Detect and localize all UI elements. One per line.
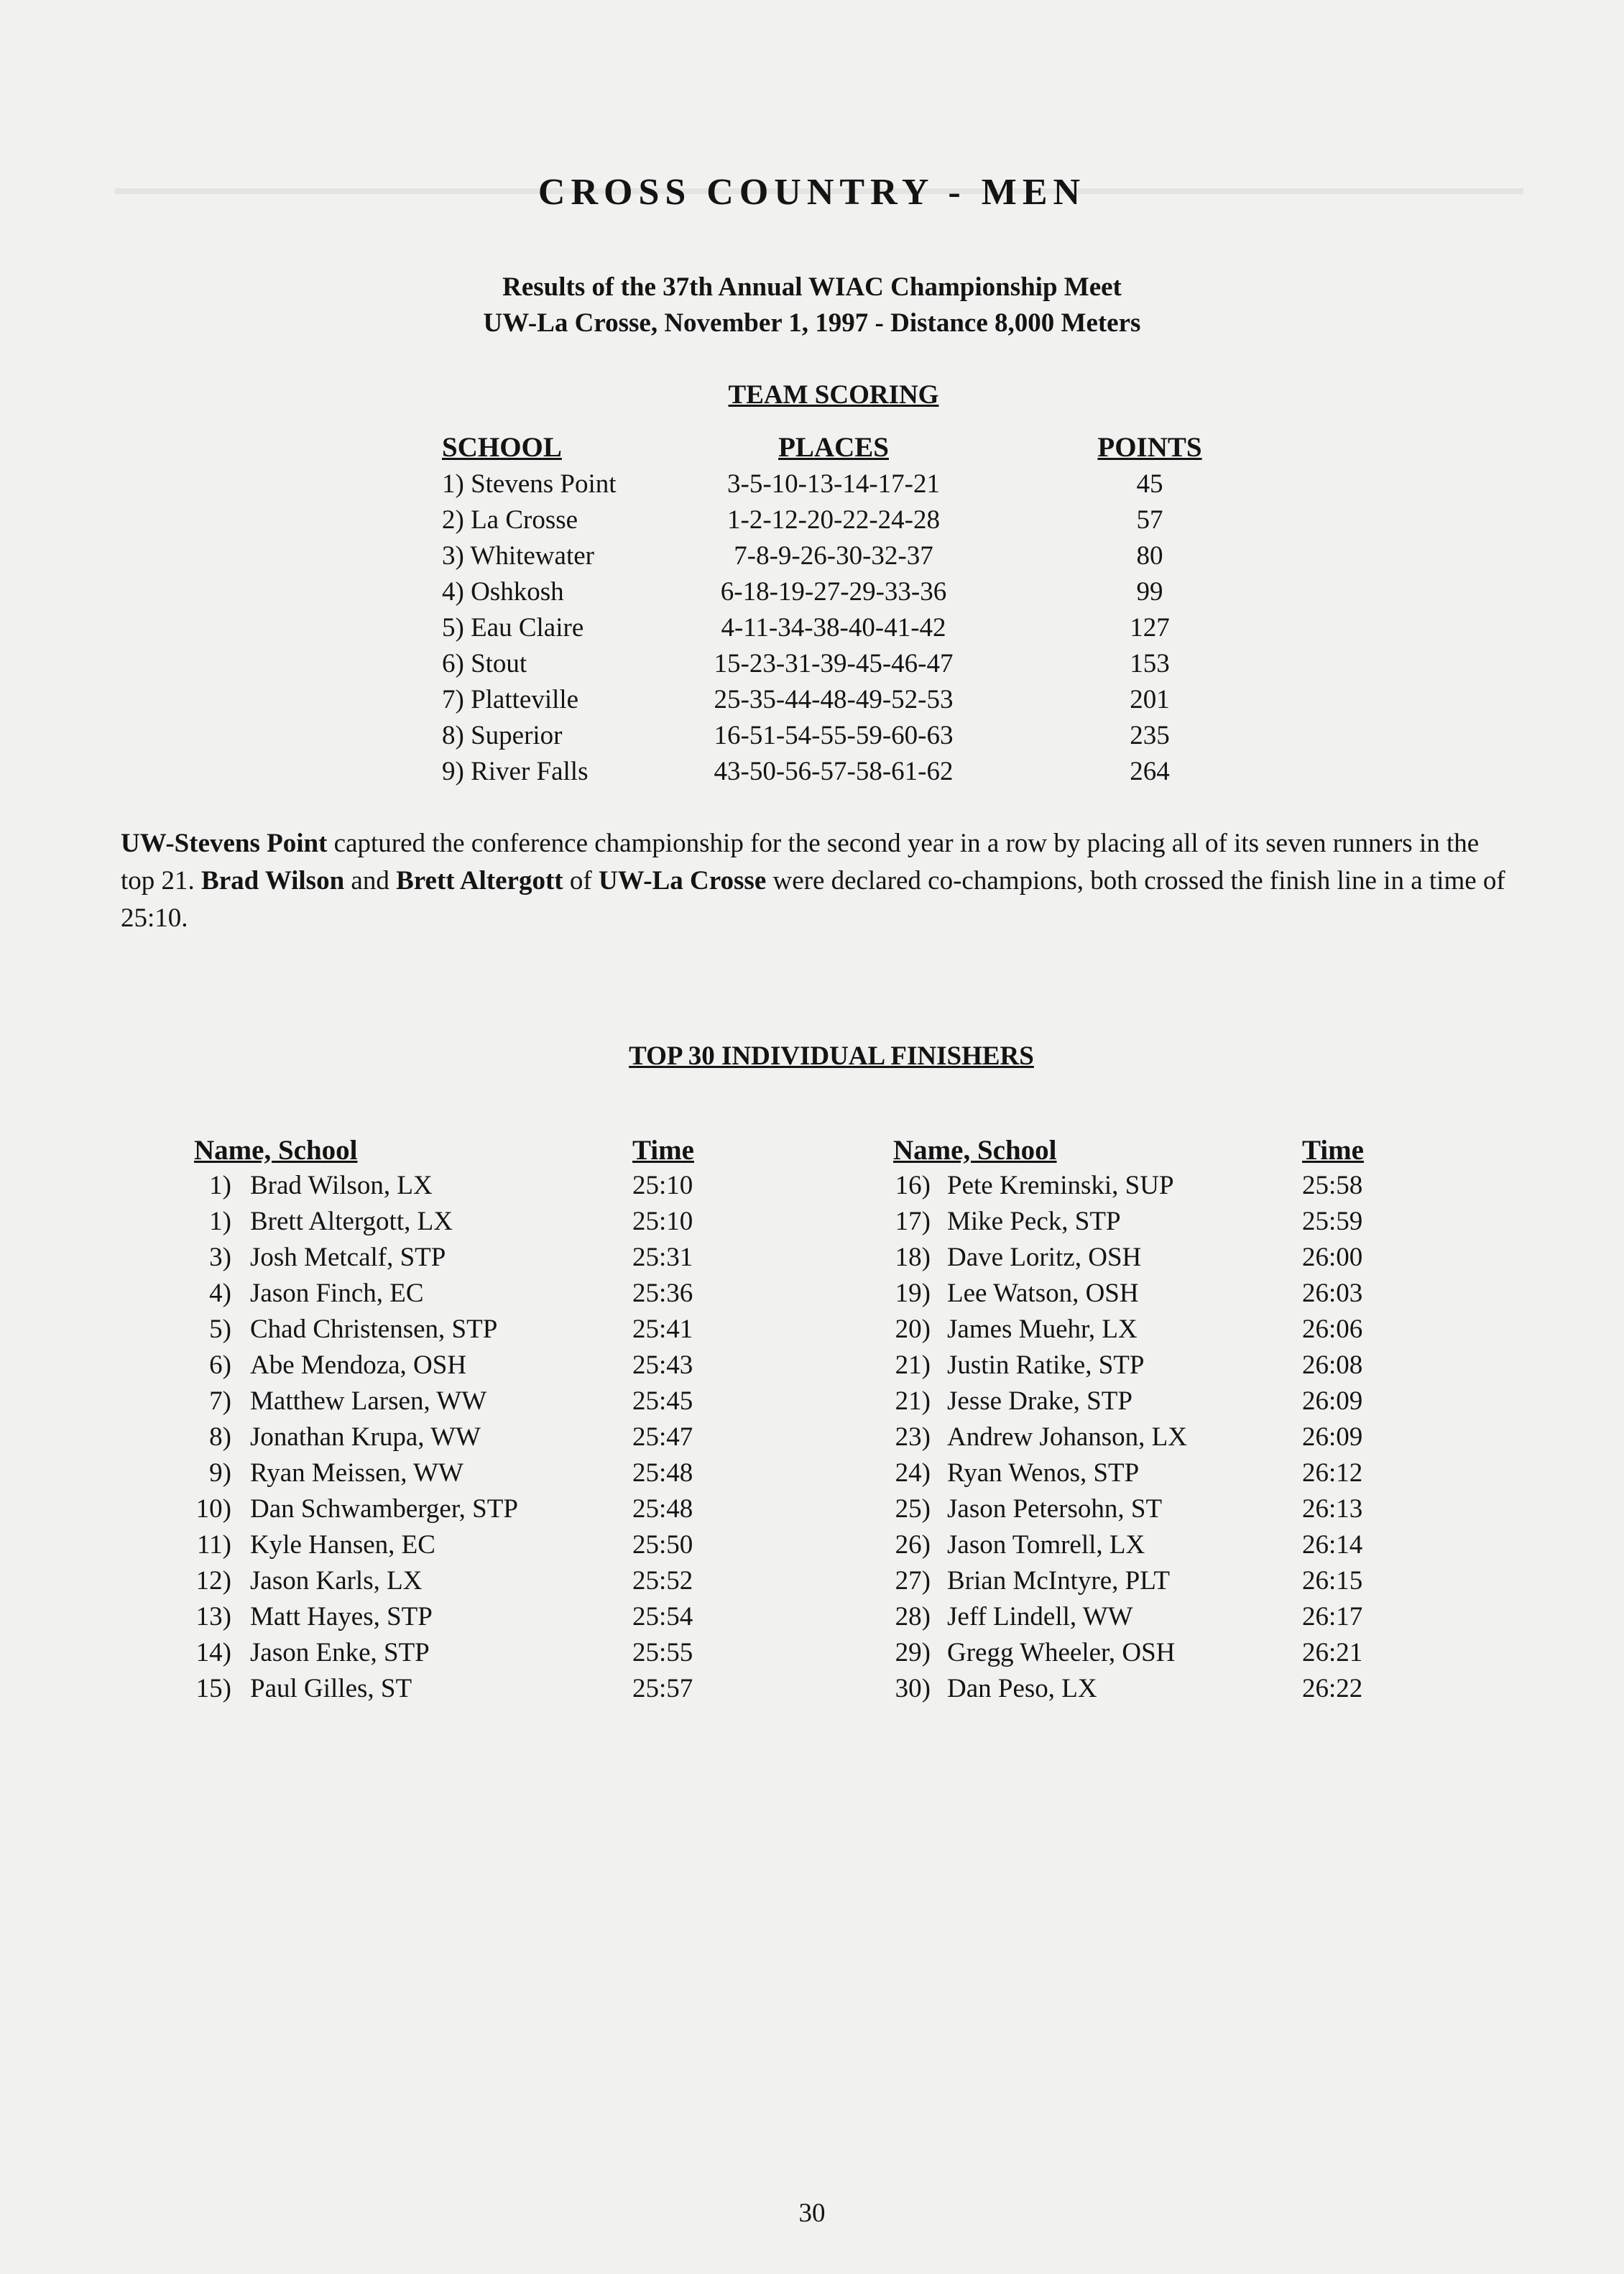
finisher-rank: 7): [209, 1386, 231, 1416]
team-points: 45: [1136, 469, 1163, 499]
finisher-name: Josh Metcalf, STP: [250, 1243, 446, 1272]
finisher-time: 25:45: [632, 1386, 693, 1416]
finisher-rank: 20): [895, 1315, 931, 1344]
finisher-rank: 25): [895, 1494, 931, 1524]
finisher-time: 26:13: [1302, 1494, 1363, 1524]
team-school: 6) Stout: [442, 649, 527, 678]
finisher-rank: 3): [209, 1243, 231, 1272]
team-school: 9) River Falls: [442, 757, 589, 786]
finisher-name: Paul Gilles, ST: [250, 1674, 412, 1703]
team-places: 25-35-44-48-49-52-53: [714, 685, 954, 714]
finisher-rank: 21): [895, 1386, 931, 1416]
finisher-time: 25:59: [1302, 1207, 1363, 1236]
finisher-time: 26:17: [1302, 1602, 1363, 1631]
finisher-name: Jason Petersohn, ST: [947, 1494, 1163, 1524]
finisher-time: 25:52: [632, 1566, 693, 1596]
finisher-rank: 23): [895, 1422, 931, 1452]
finisher-name: Abe Mendoza, OSH: [250, 1350, 467, 1380]
left-col-name-header: Name, School: [194, 1135, 358, 1166]
page-title: CROSS COUNTRY - MEN: [538, 172, 1086, 213]
team-points: 99: [1136, 577, 1163, 607]
finisher-name: Matthew Larsen, WW: [250, 1386, 487, 1416]
finisher-rank: 8): [209, 1422, 231, 1452]
finisher-name: Dan Schwamberger, STP: [250, 1494, 518, 1524]
team-places: 3-5-10-13-14-17-21: [727, 469, 940, 499]
team-school: 5) Eau Claire: [442, 613, 584, 643]
team-points: 153: [1130, 649, 1170, 678]
finisher-name: Dave Loritz, OSH: [947, 1243, 1142, 1272]
finisher-time: 26:21: [1302, 1638, 1363, 1667]
finisher-rank: 21): [895, 1350, 931, 1380]
finisher-name: Dan Peso, LX: [947, 1674, 1097, 1703]
page-number: 30: [798, 2199, 826, 2228]
finisher-name: Jesse Drake, STP: [947, 1386, 1132, 1416]
finisher-time: 26:08: [1302, 1350, 1363, 1380]
finisher-name: Ryan Meissen, WW: [250, 1458, 463, 1488]
team-places: 4-11-34-38-40-41-42: [721, 613, 946, 643]
finisher-time: 26:12: [1302, 1458, 1363, 1488]
finisher-name: Jonathan Krupa, WW: [250, 1422, 481, 1452]
summary-text-2: were declared co-champions, both crossed the finish line in a time of 25:10.: [121, 866, 1505, 933]
finisher-rank: 19): [895, 1279, 931, 1308]
finisher-name: Chad Christensen, STP: [250, 1315, 498, 1344]
finisher-time: 25:41: [632, 1315, 693, 1344]
finisher-time: 26:14: [1302, 1530, 1363, 1560]
finisher-rank: 5): [209, 1315, 231, 1344]
finisher-name: Brad Wilson, LX: [250, 1171, 433, 1200]
finisher-time: 25:48: [632, 1494, 693, 1524]
col-places-header: PLACES: [778, 432, 889, 463]
finisher-rank: 29): [895, 1638, 931, 1667]
finisher-time: 25:36: [632, 1279, 693, 1308]
team-points: 57: [1136, 505, 1163, 535]
finisher-name: Gregg Wheeler, OSH: [947, 1638, 1176, 1667]
finisher-rank: 11): [197, 1530, 231, 1560]
finisher-time: 26:06: [1302, 1315, 1363, 1344]
co-champion-1: Brad Wilson: [201, 866, 345, 896]
team-school: 3) Whitewater: [442, 541, 594, 571]
team-places: 6-18-19-27-29-33-36: [720, 577, 947, 607]
team-points: 201: [1130, 685, 1170, 714]
team-places: 43-50-56-57-58-61-62: [714, 757, 954, 786]
team-points: 127: [1130, 613, 1170, 643]
team-points: 235: [1130, 721, 1170, 750]
team-places: 7-8-9-26-30-32-37: [734, 541, 933, 571]
co-champion-2: Brett Altergott: [396, 866, 563, 896]
right-col-name-header: Name, School: [893, 1135, 1057, 1166]
finisher-time: 25:57: [632, 1674, 693, 1703]
team-places: 15-23-31-39-45-46-47: [714, 649, 954, 678]
finisher-time: 26:15: [1302, 1566, 1363, 1596]
team-places: 1-2-12-20-22-24-28: [727, 505, 940, 535]
col-points-header: POINTS: [1097, 432, 1202, 463]
finisher-time: 26:22: [1302, 1674, 1363, 1703]
summary-and: and: [344, 866, 397, 896]
finisher-time: 25:48: [632, 1458, 693, 1488]
finisher-name: Jason Enke, STP: [250, 1638, 430, 1667]
right-col-time-header: Time: [1302, 1135, 1364, 1166]
finisher-rank: 15): [195, 1674, 231, 1703]
team-school: 2) La Crosse: [442, 505, 578, 535]
finisher-rank: 12): [195, 1566, 231, 1596]
summary-paragraph: [121, 825, 1508, 937]
summary-text-1: captured the conference championship for the second year in a row by placing all of its seven runners in the top 21.: [121, 829, 1480, 896]
finisher-name: Andrew Johanson, LX: [947, 1422, 1187, 1452]
team-school: 1) Stevens Point: [442, 469, 617, 499]
col-school-header: SCHOOL: [442, 432, 562, 463]
finisher-name: Brian McIntyre, PLT: [947, 1566, 1171, 1596]
team-points: 80: [1136, 541, 1163, 571]
finisher-rank: 27): [895, 1566, 931, 1596]
team-school: 8) Superior: [442, 721, 563, 750]
finisher-name: Jason Tomrell, LX: [947, 1530, 1145, 1560]
finisher-time: 26:03: [1302, 1279, 1363, 1308]
finisher-rank: 28): [895, 1602, 931, 1631]
finisher-name: Kyle Hansen, EC: [250, 1530, 435, 1560]
finisher-time: 25:47: [632, 1422, 693, 1452]
co-champion-school: UW-La Crosse: [598, 866, 767, 896]
finisher-name: Lee Watson, OSH: [947, 1279, 1139, 1308]
finisher-name: Jeff Lindell, WW: [947, 1602, 1133, 1631]
finisher-name: Pete Kreminski, SUP: [947, 1171, 1174, 1200]
finisher-time: 25:10: [632, 1171, 693, 1200]
finisher-time: 25:50: [632, 1530, 693, 1560]
finisher-rank: 18): [895, 1243, 931, 1272]
finisher-name: James Muehr, LX: [947, 1315, 1138, 1344]
team-scoring-heading: TEAM SCORING: [728, 380, 939, 410]
team-school: 7) Platteville: [442, 685, 579, 714]
finisher-time: 25:54: [632, 1602, 693, 1631]
champion-team: UW-Stevens Point: [121, 829, 328, 858]
finisher-time: 25:10: [632, 1207, 693, 1236]
individuals-heading: TOP 30 INDIVIDUAL FINISHERS: [629, 1041, 1034, 1071]
finisher-rank: 16): [895, 1171, 931, 1200]
finisher-rank: 13): [195, 1602, 231, 1631]
finisher-name: Jason Finch, EC: [250, 1279, 424, 1308]
finisher-time: 25:43: [632, 1350, 693, 1380]
finisher-time: 25:55: [632, 1638, 693, 1667]
team-school: 4) Oshkosh: [442, 577, 564, 607]
finisher-rank: 1): [209, 1171, 231, 1200]
finisher-time: 26:00: [1302, 1243, 1363, 1272]
finisher-rank: 1): [209, 1207, 231, 1236]
finisher-rank: 10): [195, 1494, 231, 1524]
finisher-rank: 6): [209, 1350, 231, 1380]
left-col-time-header: Time: [632, 1135, 694, 1166]
finisher-name: Mike Peck, STP: [947, 1207, 1121, 1236]
finisher-rank: 14): [195, 1638, 231, 1667]
finisher-rank: 17): [895, 1207, 931, 1236]
finisher-rank: 4): [209, 1279, 231, 1308]
finisher-time: 25:31: [632, 1243, 693, 1272]
finisher-rank: 24): [895, 1458, 931, 1488]
finisher-rank: 9): [209, 1458, 231, 1488]
finisher-time: 26:09: [1302, 1386, 1363, 1416]
finisher-name: Justin Ratike, STP: [947, 1350, 1145, 1380]
team-places: 16-51-54-55-59-60-63: [714, 721, 954, 750]
finisher-name: Jason Karls, LX: [250, 1566, 423, 1596]
finisher-time: 26:09: [1302, 1422, 1363, 1452]
meet-subtitle: Results of the 37th Annual WIAC Championship Meet: [502, 272, 1122, 302]
finisher-name: Ryan Wenos, STP: [947, 1458, 1140, 1488]
team-points: 264: [1130, 757, 1170, 786]
finisher-rank: 26): [895, 1530, 931, 1560]
meet-location: UW-La Crosse, November 1, 1997 - Distance 8,000 Meters: [483, 308, 1141, 338]
finisher-time: 25:58: [1302, 1171, 1363, 1200]
finisher-rank: 30): [895, 1674, 931, 1703]
summary-of: of: [563, 866, 599, 896]
finisher-name: Matt Hayes, STP: [250, 1602, 433, 1631]
finisher-name: Brett Altergott, LX: [250, 1207, 453, 1236]
